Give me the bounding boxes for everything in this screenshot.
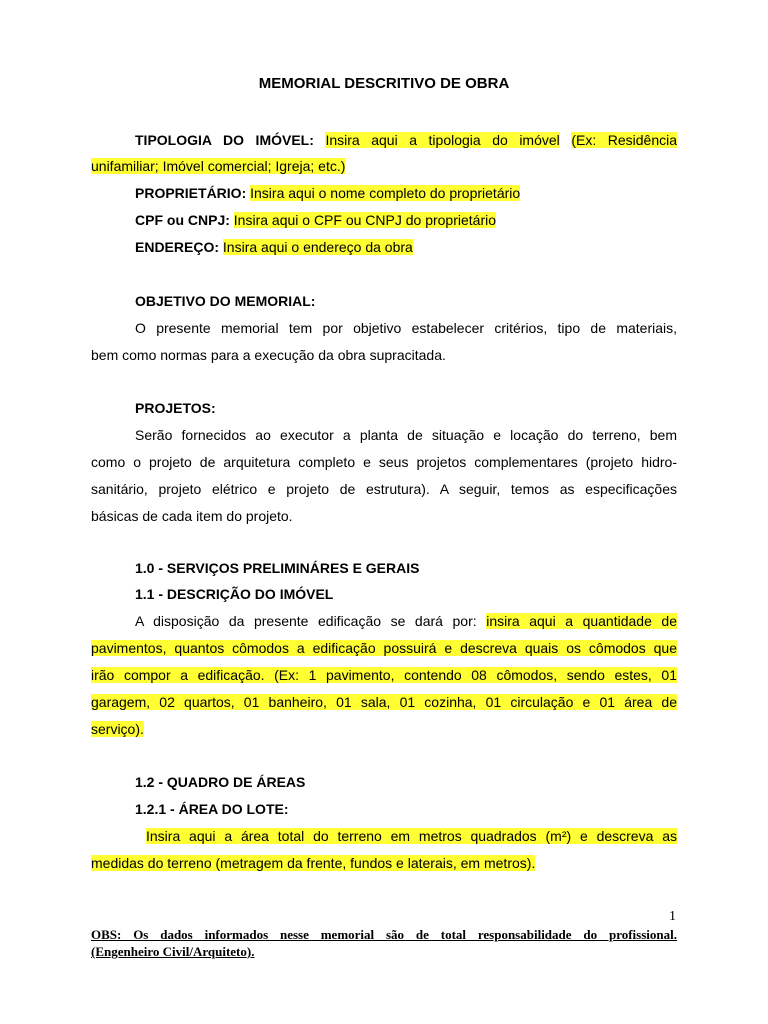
descricao-placeholder-4: garagem, 02 quartos, 01 banheiro, 01 sala, 01 cozinha, 01 circulação e 01 área de: [91, 694, 677, 710]
area-lote-heading: 1.2.1 - ÁREA DO LOTE:: [135, 801, 289, 817]
area-lote-placeholder-2: medidas do terreno (metragem da frente, fundos e laterais, em metros).: [91, 855, 536, 871]
descricao-intro: A disposição da presente edificação se dará por:: [135, 613, 477, 629]
projetos-text-line1: Serão fornecidos ao executor a planta de situação e locação do terreno, bem: [135, 427, 677, 443]
cpf-line: [135, 210, 496, 230]
tipologia-label: TIPOLOGIA DO IMÓVEL:: [135, 132, 314, 148]
projetos-text-line3: sanitário, projeto elétrico e projeto de estrutura). A seguir, temos as especificações: [91, 481, 677, 497]
footer-note-line2: (Engenheiro Civil/Arquiteto).: [91, 944, 255, 959]
projetos-text-line2: como o projeto de arquitetura completo e seus projetos complementares (projeto hidro-: [91, 454, 677, 470]
document-title: MEMORIAL DESCRITIVO DE OBRA: [258, 75, 510, 92]
proprietario-line: [135, 183, 520, 203]
area-lote-placeholder-1: Insira aqui a área total do terreno em metros quadrados (m²) e descreva as: [146, 828, 677, 844]
objetivo-heading: OBJETIVO DO MEMORIAL:: [135, 293, 316, 309]
proprietario-placeholder: Insira aqui o nome completo do proprietário: [250, 185, 521, 201]
descricao-line4: [91, 692, 677, 712]
tipologia-placeholder: Insira aqui a tipologia do imóvel: [325, 132, 560, 148]
descricao-line5: [91, 719, 144, 739]
projetos-text-line4: básicas de cada item do projeto.: [91, 508, 293, 524]
descricao-line1: [135, 611, 677, 631]
endereco-line: [135, 237, 413, 257]
descricao-line3: [91, 665, 677, 685]
descricao-placeholder-start: insira aqui a quantidade de: [486, 613, 677, 629]
objetivo-text-line1: O presente memorial tem por objetivo estabelecer critérios, tipo de materiais,: [135, 320, 677, 336]
tipologia-line: [135, 130, 677, 150]
proprietario-label: PROPRIETÁRIO:: [135, 185, 247, 201]
descricao-heading: 1.1 - DESCRIÇÃO DO IMÓVEL: [135, 586, 334, 602]
projetos-heading: PROJETOS:: [135, 400, 216, 416]
descricao-placeholder-5: serviço).: [91, 721, 144, 737]
descricao-placeholder-2: pavimentos, quantos cômodos a edificação possuirá e descreva quais os cômodos que: [91, 640, 677, 656]
area-lote-line2: [91, 853, 535, 873]
endereco-label: ENDEREÇO:: [135, 239, 220, 255]
servicos-heading: 1.0 - SERVIÇOS PRELIMINÁRES E GERAIS: [135, 560, 420, 576]
endereco-placeholder: Insira aqui o endereço da obra: [222, 239, 413, 255]
cpf-label: CPF ou CNPJ:: [135, 212, 230, 228]
tipologia-example-cont: unifamiliar; Imóvel comercial; Igreja; etc.): [91, 158, 346, 174]
quadro-heading: 1.2 - QUADRO DE ÁREAS: [135, 774, 306, 790]
objetivo-text-line2: bem como normas para a execução da obra supracitada.: [91, 347, 446, 363]
footer-note-line1: OBS: Os dados informados nesse memorial são de total responsabilidade do profissional.: [91, 927, 677, 942]
descricao-placeholder-3: irão compor a edificação. (Ex: 1 pavimento, contendo 08 cômodos, sendo estes, 01: [91, 667, 677, 683]
page-number: 1: [669, 909, 676, 924]
tipologia-example-line: [91, 156, 345, 176]
descricao-line2: [91, 638, 677, 658]
cpf-placeholder: Insira aqui o CPF ou CNPJ do proprietário: [233, 212, 497, 228]
footer-note: [91, 926, 677, 960]
area-lote-line1: [146, 826, 677, 846]
tipologia-example: (Ex: Residência: [571, 132, 678, 148]
